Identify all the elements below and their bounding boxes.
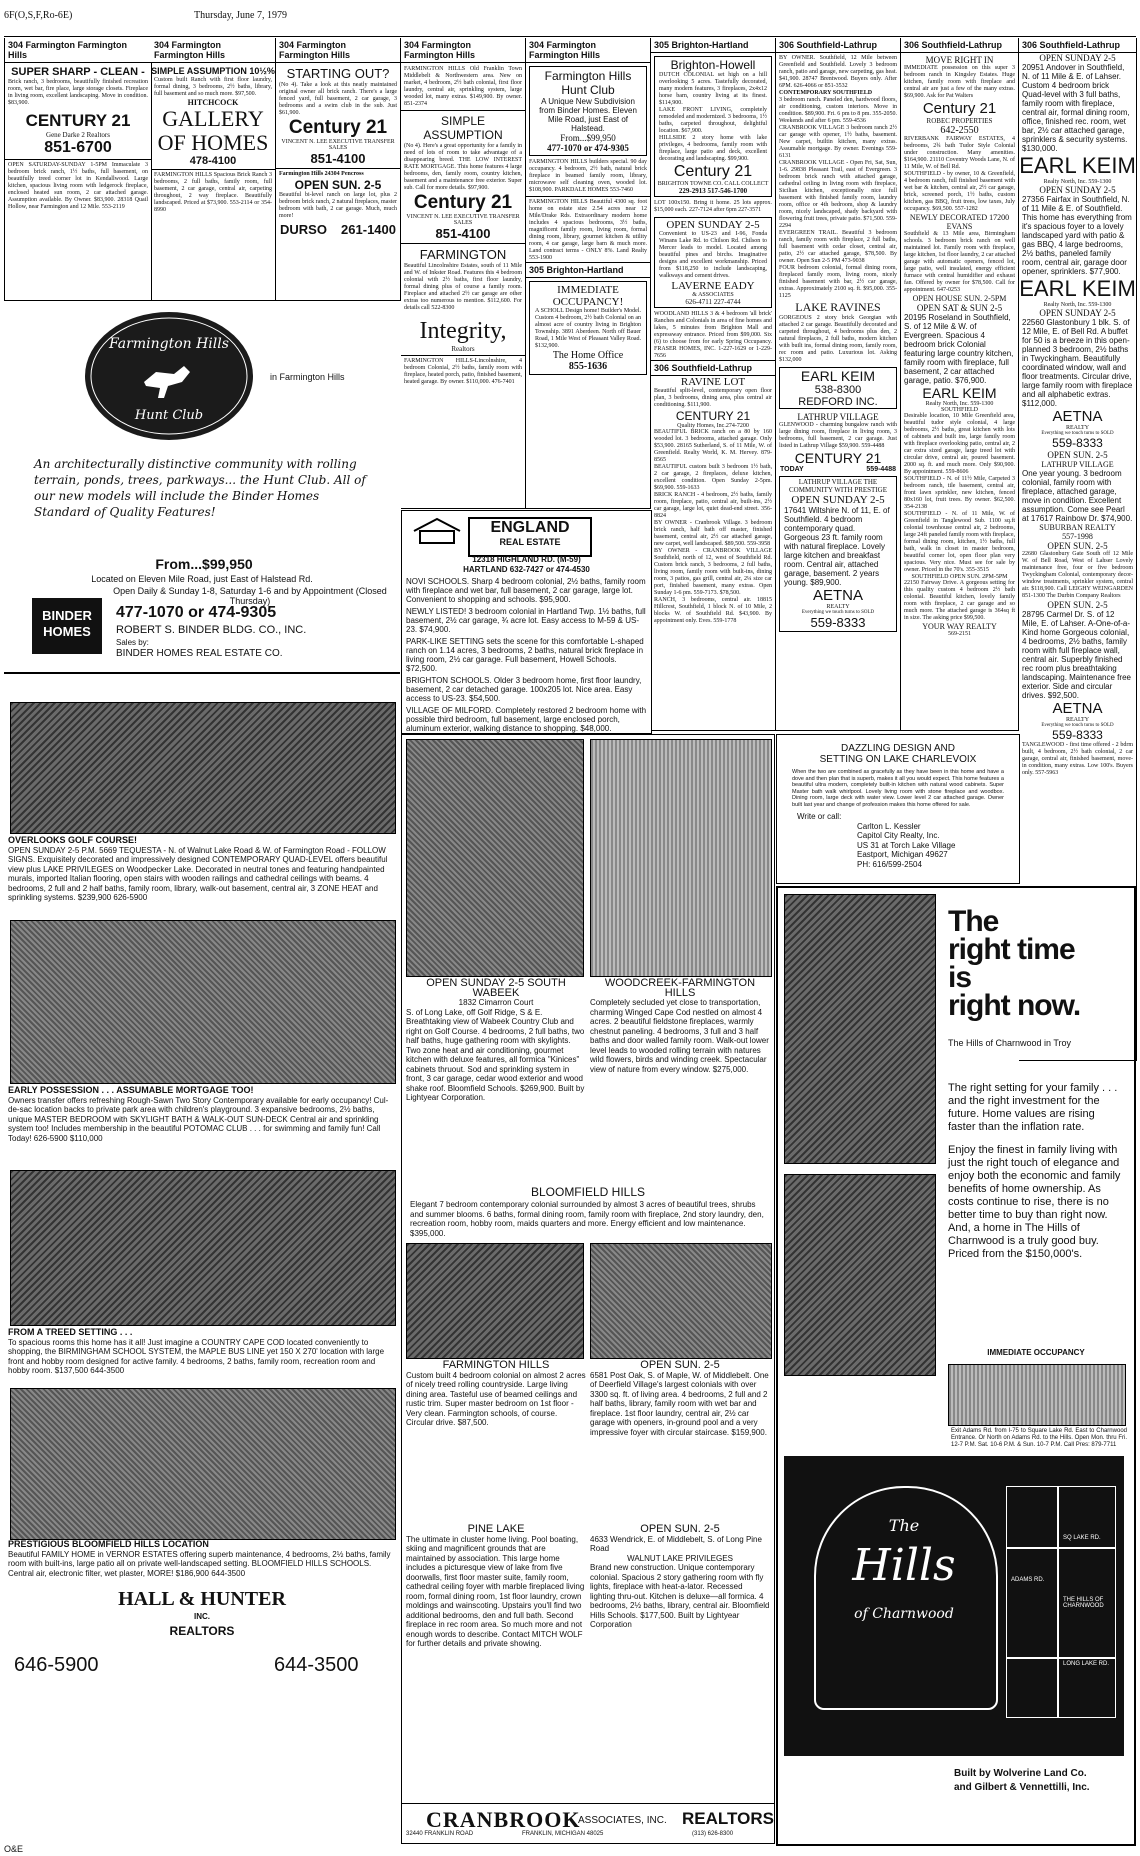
- phone-2: 644-3500: [274, 1654, 359, 1676]
- ad-title: Brighton-Howell: [670, 58, 756, 72]
- city: FRANKLIN, MICHIGAN 48025: [522, 1831, 604, 1837]
- ad-text-7: GORGEOUS 2 story brick Georgian with attached 2 car garage. Beautifully decorated and carpeted throughout, 4 bedrooms plus den, 2 natural fireplaces, 2 full baths, modern kitchen with built ins, formal dining room, family room, rec room and patio. Luxurious lot. Asking $132,000: [779, 315, 897, 363]
- agent-name: HITCHCOCK: [187, 98, 239, 107]
- address: 32440 FRANKLIN ROAD: [406, 1831, 474, 1837]
- broker-phone-2: 626-4711 227-4744: [685, 298, 741, 306]
- listing-photo-1: [406, 739, 584, 977]
- agent-name-5: REALTY: [1065, 717, 1090, 723]
- ad-text-3: CRANBROOK VILLAGE 3 bedroom ranch 2½ car garage with opener, 1½ baths, basement. New carpet, builtin kitchen, many extras. Assumable mortgage. By owner. Evenings 559-6131: [779, 125, 897, 159]
- ad-subtitle: Farmington Hills 24304 Pencross: [279, 171, 364, 177]
- listing-2-title: EARLY POSSESSION . . . ASSUMABLE MORTGAGE TOO!: [8, 1085, 254, 1095]
- logo-top: Farmington Hills: [109, 336, 229, 352]
- ad-text-5: EVERGREEN TRAIL. Beautiful 3 bedroom ranch, family room with fireplace, 2 full baths, full basement with cedar closet, central air, patio, 2½ car attached garage, $78,500. By owner. Open Sun 2-5 PM 473-9038: [779, 230, 897, 264]
- column-header: 304 Farmington Farmington Hills: [276, 38, 400, 63]
- map-label-sq: SQ LAKE RD.: [1063, 1535, 1101, 1541]
- listing-photo-4: [10, 1388, 396, 1540]
- location-side: in Farmington Hills: [270, 372, 345, 382]
- ad-title: SIMPLE ASSUMPTION: [423, 114, 503, 142]
- ad-price: From...$99,950: [560, 133, 616, 143]
- broker-phone: 538-8300: [814, 384, 862, 396]
- logo-hills: Hills: [852, 1540, 956, 1591]
- ad-title-4: LATHRUP VILLAGE THE COMMUNITY WITH PRESTIGE: [789, 478, 887, 494]
- ad-text-2: FARMINGTON HILLS Spacious Brick Ranch 3 bedrooms, 2 full baths, family room, full basement, 2 car garage, central air, carpeting throughout, 2 way fireplace. Beautifully landscaped. Priced at $73,900. 553-2114 or 354-8990: [154, 172, 272, 213]
- ad-text-2: 27356 Fairfax in Southfield, N. of 11 Mile & E. of Southfield. This home has everything from it's spacious foyer to a lovely landscaped yard with patio & gas BBQ, 4 large bedrooms, 2½ baths, paneled family room, central air, garage door opener, sprinklers. $77,900.: [1022, 195, 1132, 276]
- broker-logo: EARL KEIM: [1019, 153, 1136, 178]
- ad-text-4: FARMINGTON HILLS-Lincolnshire, 4 bedroom Colonial, 2½ baths, family room with fireplace, heated porch, patio, finished basement, heated garage. By owner. $110,000. 476-7401: [404, 358, 522, 385]
- broker-phone: 855-1636: [568, 361, 608, 372]
- ad-text-4: Southfield & 13 Mile area, Birmingham schools. 3 bedroom brick ranch on well maintained lot. Family room with fireplace, large kitchen, 1st floor laundry, 2 car attached garage with automatic openers, fenced lot, large patio, well insulated, energy efficient furnace with central humidifier and exhaust fan. Offered by owner for $78,500. Call for appointment. 647-0253: [904, 231, 1015, 293]
- ad-text-8: BEAUTIFUL BRICK ranch on a 80 by 160 wooded lot. 3 bedrooms, attached garage. Only $53,900. 28165 Sutherland, S. of 11 Mile, W. of Greenfield. Realty World, K. M. Hervey. 879-8565: [654, 429, 772, 463]
- ad-text-4: LOT 100x150. Bring it home. 25 lots approx. $15,000 each. 227-7124 after 6pm 227-3571: [654, 200, 772, 213]
- builder-2: and Gilbert & Vennettilli, Inc.: [954, 1782, 1090, 1793]
- ad-phone: 477-1070 or 474-9305: [547, 143, 629, 153]
- column-header: 306 Southfield-Lathrup: [1019, 38, 1136, 53]
- phone: (313) 626-8300: [692, 1831, 734, 1837]
- broker-logo-5: AETNA: [1052, 700, 1103, 717]
- map-label-hills: THE HILLS OF CHARNWOOD: [1063, 1597, 1104, 1609]
- broker-phone-5: 559-8333: [1052, 728, 1103, 742]
- column-header: 304 Farmington Farmington Hills: [151, 38, 275, 63]
- ad-title: STARTING OUT?: [286, 66, 390, 81]
- script-tagline: An architecturally distinctive community with rolling terrain, ponds, trees, parkways... the Hunt Club. All of our new models will include the Binder Homes Standard of Quality Features!: [34, 457, 366, 519]
- broker-logo-2: CENTURY 21: [794, 450, 882, 466]
- england-logo: ENGLAND: [490, 519, 570, 536]
- column-c6: [651, 38, 776, 731]
- sales-by: Sales by:: [116, 638, 149, 647]
- contact-address: US 31 at Torch Lake Village: [857, 840, 956, 850]
- rendering-photo: [948, 1364, 1126, 1426]
- paragraph-2: Enjoy the finest in family living with just the right touch of elegance and enjoy both the economic and family benefits of home ownership. As costs continue to rise, there is no better time to buy than right now. And, a home in The Hills of Charnwood is a truly good buy. Priced from the $150,000's.: [948, 1144, 1121, 1260]
- map-label-adams: ADAMS RD.: [1011, 1577, 1045, 1583]
- garden-photo: [784, 1174, 936, 1376]
- ad-text-2: RIVERBANK FAIRWAY ESTATES, 4 bedrooms, 2¾ bath Tudor Style Colonial under construction. Many amenities. $164,900. 21110 Coventry Woods Lane, N. of 11 Mile, W. of Bell Rd.: [904, 136, 1015, 170]
- ad-text-7: TANGLEWOOD - first time offered - 2 bdrm built, 4 bedroom, 2½ bath colonial, 2 car garage, central air, finished basement, move-in condition, many extras. Low 100's. Buyers only. 557-5963: [1022, 742, 1133, 776]
- england-ad: [401, 510, 652, 734]
- logo-panel: [784, 1456, 1124, 1756]
- listing-4-text: Custom built 4 bedroom colonial on almost 2 acres of nicely treed rolling countryside. Large living dining area. Tasteful use of beamed ceilings and rustic trim. Super master bedroom on 1st floor - Very clean. Farmington schools, of course. Circular drive. $87,500.: [406, 1370, 586, 1427]
- ad-text-3: Beautiful Lincolnshire Estates, south of 11 Mile and W. of Inkster Road. Features this 4 bedroom colonial with 2½ baths, first floor laundry, formal dining plus of course a family room. Fireplace and attached 2½ car garage are other extras too numerous to mention. $112,600. For details call 522-8300: [404, 263, 522, 311]
- listing-3: PARK-LIKE SETTING sets the scene for this comfortable L-shaped ranch on 1.14 acres, 3 bedrooms, 2 baths, natural brick fireplace in living room, 2½ car garage. Full basement, Howell Schools. $72,500.: [406, 637, 644, 673]
- headline-3: is: [948, 961, 972, 994]
- listing-1: NOVI SCHOOLS. Sharp 4 bedroom colonial, 2½ baths, family room with fireplace and wet bar, full basement, 2 car garage, large lot. Convenient to shopping and schools. $95,900.: [406, 577, 646, 604]
- ad-title: CONTEMPORARY SOUTHFIELD: [779, 90, 873, 96]
- agent-name-2: & ASSOCIATES: [692, 292, 734, 298]
- ad-text-5: Convenient to US-23 and I-96, Fonda Winans Lake Rd. to Chilson Rd. Chilson to Mercer leads to model. Located among beautiful pines and birchs. Imaginative designs and excellent workmanship. Priced from $118,250 to include landscaping, walkways and cement drives.: [659, 231, 767, 279]
- price: From...$99,950: [155, 556, 253, 572]
- logo-charnwood: of Charnwood: [854, 1606, 954, 1622]
- broker-phone: 851-4100: [310, 151, 366, 166]
- ad-text: BY OWNER. Southfield, 12 Mile between Greenfield and Southfield. Lovely 3 bedroom ranch, patio and garage, new carpeting, gas heat. $41,900. 28747 Brentwood. Buyers only. After 6PM. 626-4066 or 851-3532: [779, 55, 897, 89]
- listing-photo-4: [590, 1243, 772, 1359]
- column-c1: [4, 38, 152, 301]
- ad-text-11: BY OWNER - Cranbrook Village. 3 bedroom brick ranch, half bath off master, finished basement, central air, 2½ car attached garage, new carpet, well landscaped. $89,500. 559-3958: [654, 520, 772, 547]
- listing-2: NEWLY LISTED! 3 bedroom colonial in Hartland Twp. 1½ baths, full basement, 2½ car garage, ¾ acre lot. Easy access to M-59 & US-23. $74,900.: [406, 607, 646, 634]
- column-c8: [901, 38, 1019, 731]
- logo-the: The: [888, 1516, 920, 1535]
- ad-text-12: BY OWNER - CRANBROOK VILLAGE Southfield, north of 12, west of Southfield Rd. Custom brick ranch, 3 bedrooms, 2 full baths, living room, family room with built-ins, dining room, 3 patios, gas grill, central air, 2¼ size car port, finished basement, many extras. Open Sunday 1-6 pm. 559-7173. $78,500.: [654, 548, 772, 596]
- ad-text-2: LAKE FRONT LIVING, completely remodeled and modernized. 3 bedrooms, 1½ baths, carpeted throughout, delightful location. $67,900.: [659, 107, 767, 134]
- open-house: OPEN SUN. 2-5: [294, 178, 382, 192]
- open-house: OPEN SUNDAY 2-5: [1039, 53, 1116, 63]
- agent-name-3: Quality Homes, Inc.274-7200: [677, 423, 749, 429]
- ad-title-3: SOUTHFIELD: [941, 407, 978, 413]
- ad-title-3: RAVINE LOT: [680, 376, 746, 388]
- ad-title-2: SETTING ON LAKE CHARLEVOIX: [819, 754, 977, 765]
- listing-photo-3: [10, 1170, 396, 1326]
- listing-photo-1: [10, 702, 396, 834]
- ad-text: Brick ranch, 3 bedrooms, beautifully finished recreation room, wet bar, fire place, large storage closets. Fireplace in living room, excellent landscaping. Move in condition. $83,900.: [8, 79, 148, 106]
- cranbrook-logo-3: REALTORS: [682, 1809, 774, 1828]
- column-header: 306 Southfield-Lathrup: [776, 38, 900, 53]
- listing-7-sub: 4633 Wendrick, E. of Middlebelt, S. of Long Pine Road: [590, 1534, 762, 1553]
- listing-3-title: FROM A TREED SETTING . . .: [8, 1327, 133, 1337]
- agent-name: Gene Darke 2 Realtors: [46, 131, 110, 139]
- page-date: Thursday, June 7, 1979: [194, 10, 287, 21]
- section-header: 306 Southfield-Lathrup: [651, 360, 775, 376]
- phone: 477-1070 or 474-9305: [116, 604, 277, 621]
- headline-1: The: [948, 905, 999, 938]
- ad-text: 20951 Andover in Southfield, N. of 11 Mile & E. of Lahser. Custom 4 bedroom brick Quad-level with 3 full baths, family room with fireplace, central air, formal dining room, office, finished rec. room, wet bar, 2½ car attached garage, sprinklers & security systems. $130,000.: [1022, 63, 1130, 153]
- listing-7-sub-2: WALNUT LAKE PRIVILEGES: [627, 1553, 733, 1563]
- broker-phone: 229-2913 517-546-1700: [678, 187, 748, 195]
- contact-city: Eastport, Michigan 49627: [857, 850, 948, 859]
- ad-text-6: 28795 Carmel Dr. S. of 12 Mile, E. of Lahser. A-One-of-a-Kind home Gorgeous colonial, 4 bedrooms, 2½ baths, family room with full fireplace wall, central air. Superbly finished rec room plus breathtaking landscaping. Maintenance free exterior. Side and circular drives. $92,500.: [1022, 610, 1131, 700]
- england-sub: REAL ESTATE: [499, 537, 561, 547]
- column-header: 305 Brighton-Hartland: [651, 38, 775, 53]
- agent-name: VINCENT N. LEE EXECUTIVE TRANSFER SALES: [406, 214, 520, 226]
- map-label-long: LONG LAKE RD.: [1063, 1661, 1110, 1667]
- subhead: The Hills of Charnwood in Troy: [948, 1038, 1072, 1048]
- broker-logo-2: EARL KEIM: [922, 385, 997, 401]
- open-house: OPEN HOUSE SUN. 2-5PM: [912, 294, 1007, 303]
- ad-title: SUPER SHARP - CLEAN -: [11, 66, 145, 78]
- column-c7: [776, 38, 901, 731]
- ad-text: Custom built Ranch with first floor laundry, formal dining, 3 bedrooms, 2½ baths, library, full basement and so much more. $97,500.: [154, 77, 272, 97]
- broker-logo-3: YOUR WAY REALTY: [922, 622, 997, 631]
- ad-text-13: RANCH, 3 bedrooms, central air. 18815 Hillcrest, Southfield, 1 block N. of 10 Mile, 2 blocks W. of Southfield Rd. $43,900. By appointment only. Eves. 559-1778: [654, 597, 772, 624]
- agent-name: VINCENT N. LEE EXECUTIVE TRANSFER SALES: [281, 139, 395, 151]
- listing-photo-3: [406, 1243, 584, 1359]
- column-header: 304 Farmington Farmington Hills: [526, 38, 650, 63]
- listing-5: VILLAGE OF MILFORD. Completely restored 2 bedroom home with possible third bedroom, full basement, large enclosed porch, aluminum exterior, walking distance to shopping. $48,000.: [406, 706, 647, 733]
- agent-name: Realty North, Inc. 559-1300: [1043, 179, 1112, 185]
- ad-text-3: 22560 Glastonbury 1 blk. S. of 12 Mile, E. of Bell Rd. A buffet for 50 is a breeze in this open-planned 3 bedroom, 2½ baths in Twyckingham. Beautifully coordinated window, wall and floor treatments. Circular drive, large family room with fireplace and all alphabetic extras. $112,000.: [1022, 318, 1133, 408]
- broker-phone: 851-6700: [44, 139, 112, 156]
- listing-5-title: OPEN SUN. 2-5: [640, 1359, 720, 1371]
- top-rule: [4, 36, 1136, 37]
- broker-logo-3: CENTURY 21: [675, 409, 751, 423]
- write-label: Write or call:: [797, 812, 842, 821]
- ad-text: (No 4). Take a look at this neatly maintained original owner all brick ranch. There's a large fenced yard, full basement, 2 car garage, 3 bedrooms and a swim club in the sub. Just $61,900.: [279, 82, 397, 116]
- broker-phone: 642-2550: [940, 125, 979, 136]
- agent-name-2: Realty North, Inc. 559-1300: [925, 401, 994, 407]
- broker-logo-2: EARL KEIM: [1019, 276, 1136, 301]
- tagline-2: Everything we touch turns to SOLD: [1041, 723, 1114, 728]
- headline-2: right time: [948, 933, 1075, 966]
- agent-name-2: TODAY: [780, 466, 804, 473]
- ad-title: DAZZLING DESIGN AND: [841, 743, 955, 754]
- tagline: Everything we touch turns to SOLD: [1041, 431, 1114, 436]
- listing-2-text: Owners transfer offers refreshing Rough-Sawn Two Story Contemporary available for early occupancy! Cul-de-sac location backs to private park area with children's playground. 3 expansive bedrooms, 2½ baths, unique MASTER BEDROOM with SKYLIGHT BATH & WALK-OUT SUN-DECK Central air and sprinkling system too! Includes membership in the beautiful POTOMAC CLUB . . . for swimming and family fun! Call Today! 626-5900 $110,000: [8, 1095, 389, 1143]
- ad-text-9: BEAUTIFUL custom built 3 bedroom 1½ bath, 2 car garage, 2 fireplaces, deluxe kitchen, excellent condition. Open Sunday 2-5pm. $69,900. 559-1633: [654, 464, 772, 491]
- ad-text-9: 22150 Fairway Drive. A gorgeous setting for this quality custom 4 bedroom 2½ bath colonial. Beautiful kitchen, lovely family room with fireplace, 2 car garage and so much more. The attached garage is 364sq ft in size. The asking price $99,500.: [904, 580, 1015, 621]
- ad-text-2: 3 bedroom ranch. Paneled den, hardwood floors, air conditioning, custom interiors. Move in condition. $89,900. Fri. 6 pm to 8 pm. 355-2050. Weekends and after 6 pm. 559-4536: [779, 97, 897, 124]
- open-house-6: OPEN SUN. 2-5: [1047, 600, 1108, 610]
- broker-logo-3: AETNA: [812, 587, 863, 604]
- ad-text-5: 22680 Glastonbury Gate South off 12 Mile W. of Bell Road, West of Lahser Lovely maintenance free, four or five bedroom Twyckingham Colonial, contemporary decor-window treatments, sprinkler system, central air. $118,900. Call LEIGHY WEINGARDEN 851-1300 The Durbin Company Realtors: [1022, 551, 1133, 599]
- ad-title-4: SOUTHFIELD OPEN SUN. 2PM-5PM: [911, 574, 1008, 580]
- column-header: 306 Southfield-Lathrup: [901, 38, 1018, 53]
- broker-logo-2: DURSO: [280, 222, 327, 237]
- listing-5-text: 6581 Post Oak, S. of Maple, W. of Middlebelt. One of Deerfield Village's largest colonials with over 3300 sq. ft. of living area. 4 bedrooms, 2 full and 2 half baths, library, family room with wet bar and fireplace. 1st floor laundry, central air, 2½ car garage with openers, in-ground pool and a very impressive foyer with circular staircase. $159,900.: [590, 1370, 769, 1437]
- ad-text-8: GLENWOOD - charming bungalow ranch with large dining room, fireplace in living room, 3 bedrooms, full basement, 2 car garage. Just listed in Lathrup Village $59,900. 559-4488: [779, 422, 897, 449]
- open-house: OPEN SUNDAY 2-5: [666, 219, 760, 231]
- column-c5: [526, 38, 651, 509]
- paragraph-1: The right setting for your family . . . and the right investment for the future. Home values are rising faster than the inflation rate.: [948, 1082, 1118, 1133]
- ad-text-7: Beautiful split-level, contemporary open floor plan, 3 bedrooms, dining area, plus central air conditioning. $111,900.: [654, 388, 772, 408]
- ad-text-5: 20195 Roseland in Southfield, S. of 12 Mile & W. of Evergreen. Spacious 4 bedroom brick Colonial featuring large country kitchen, family room with fireplace, full basement, 2 car attached garage, patio. $76,900.: [904, 313, 1014, 385]
- listing-1-sub: 1832 Cimarron Court: [458, 998, 534, 1007]
- listing-4-title: FARMINGTON HILLS: [442, 1359, 550, 1371]
- builder-1: Built by Wolverine Land Co.: [954, 1768, 1087, 1779]
- ad-text-2: Beautiful bi-level ranch on large lot, plus 2 bedroom brick ranch, 2 natural fireplaces, master bedroom with bath, 2 car garage. Much, much more!: [279, 192, 397, 219]
- listing-4-title: PRESTIGIOUS BLOOMFIELD HILLS LOCATION: [8, 1539, 209, 1549]
- logo-bottom: Hunt Club: [134, 408, 204, 423]
- directions: Exit Adams Rd. from I-75 to Square Lake Rd. East to Charnwood Entrance. Or North on Adams Rd. to the Hills. Open Mon. thru Fri. 12-7 P.M. Sat. 10-6 P.M. & Sun. 10-7 P.M. Call Pres: 879-7711: [951, 1428, 1127, 1448]
- listing-6-title: PINE LAKE: [467, 1523, 525, 1535]
- family-photo: [784, 894, 936, 1164]
- phones: HARTLAND 632-7427 or 474-4530: [463, 565, 590, 574]
- broker-logo-2: LAVERNE EADY: [671, 280, 755, 292]
- ad-text-2: (No 4). Here's a great opportunity for a family in need of lots of room to take advantage of a disappearing breed. THE LOW INTEREST RATE MORTGAGE. This home features 4 large bedrooms, den, family room, country kitchen, basement and a maintenance free exterior. Super sub. Call for more details. $97,900.: [404, 143, 522, 191]
- hours: Open Daily & Sunday 1-8, Saturday 1-6 and by Appointment (Closed Thursday): [113, 586, 387, 606]
- listing-1-text: S. of Long Lake, off Golf Ridge, S & E. Breathtaking view of Wabeek Country Club and right on Golf Course. 4 bedrooms, 2 full baths, two half baths, huge gathering room with skylights. Two zone heat and air conditioning, gourmet kitchen with deluxe features, all formica "Kinices" cabinets thruout. Sod and sprinkling system in front, 3 car garage, cedar wood exterior and wood shake roof. Bloomfield Schools. $269,900. Built by Lightyear Corporation.: [406, 1007, 585, 1102]
- open-house-3: OPEN SUNDAY 2-5: [1039, 308, 1116, 318]
- ad-title: MOVE RIGHT IN: [925, 55, 994, 65]
- broker-phone-3: 559-8333: [1052, 436, 1103, 450]
- broker-logo: Century 21: [413, 192, 513, 213]
- phone-1: 646-5900: [14, 1654, 99, 1676]
- listing-1-title: OVERLOOKS GOLF COURSE!: [8, 835, 138, 845]
- page-code: 6F(O,S,F,Ro-6E): [4, 10, 73, 21]
- ad-text-10: BRICK RANCH - 4 bedroom, 2½ baths, family room, fireplace, patio, central air, built-ins, 2½ car garage, large lot, quiet dead-end street. 356-8824: [654, 492, 772, 519]
- hall-inc: INC.: [194, 1612, 210, 1621]
- ad-text-8: SOUTHFIELD - N. of 11 Mile, W. of Greenfield in Tanglewood Sub. 1100 sq.ft colonial townhouse central air, 2 bedrooms, large 24ft paneled family room with fireplace, formal dining room, kitchen, 1½ baths, full bath, walk in closet in master bedroom, beautiful corner lot, open floor plan very spacious. Very nice. Must see for sale by owner. Priced in the 70's. 355-3515: [904, 511, 1015, 573]
- broker-logo-4: SUBURBAN REALTY: [1039, 523, 1116, 532]
- hall-logo: HALL & HUNTER: [118, 1588, 286, 1610]
- agent-name-3: REALTY: [826, 604, 850, 610]
- open-house: OPEN SUNDAY 2-5: [791, 494, 885, 506]
- hall-hunter-ad: [4, 702, 400, 1842]
- section-header: 305 Brighton-Hartland: [526, 262, 650, 278]
- footer-code: O&E: [4, 1844, 24, 1854]
- listing-3-text: To spacious rooms this home has it all! Just imagine a COUNTRY CAPE COD located conveniently to shopping, the BIRMINGHAM SCHOOL SYSTEM, the MAPLE BUS LINE yet 150 X 270' location with large front and hobby room designed for active family. 4 bedrooms, 2 baths, family room, recreation room and hobby room. $137,500 644-3500: [8, 1337, 385, 1375]
- ad-text-6: FOUR bedroom colonial, formal dining room, fireplaced family room, living room, nicely finished basement with bar, 2½ car garage, extras. Approximately 2100 sq. ft. $95,000. 355-1125: [779, 265, 897, 299]
- ad-text-3: FARMINGTON HILLS Beautiful 4300 sq. foot home on estate size 2.54 acres near 12 Mile/Drake Rds. Extraordinary modern home includes 4 spacious bedrooms, 3½ baths, magnificent family room, living room, formal dining room, library, gourmet kitchen & utility room, 4 car garage, large barn & much more. Land contract terms - ONLY 8%. Land Realty 553-1900: [529, 199, 647, 261]
- ad-text-9: 17641 Wiltshire N. of 11, E. of Southfield. 4 bedroom contemporary quad. Gorgeous 23 ft. family room with natural fireplace. Lovely large kitchen and breakfast room. Central air, attached garage, basement. 2 years young. $89,900.: [784, 506, 890, 587]
- ad-text-4: A SCHOLL Design home! Builder's Model. Custom 4 bedroom, 2½ bath Colonial on an almost acre of country living in Brighton Township. 3891 Aberdeen. North off Bauer Road, 1 Mile West of Pleasant Valley Road. $132,900.: [535, 308, 641, 349]
- listing-1-title: OPEN SUNDAY 2-5 SOUTH WABEEK: [426, 977, 566, 999]
- ad-text-3: SOUTHFIELD - by owner, 10 & Greenfield, 4 bedroom ranch, full finished basement with wet bar & kitchen, central air, 2½ car garage, brick, screened porch, 1½ baths, custom kitchen, gas BBQ, fruit trees, low taxes, July occupancy. $69,500. 557-1282: [904, 171, 1015, 212]
- broker-logo: Century 21: [922, 100, 997, 117]
- ad-text-6: WOODLAND HILLS 3 & 4 bedroom 'all brick' Ranches and Colonials in area of fine homes and lakes, 5 minutes from Brighton Mall and expressway entrance. Priced from $99,000. Six (6) to choose from for early Spring Occupancy. FRASER HOMES, INC. 1-227-1629 or 1-229-7656: [654, 311, 772, 359]
- contact-name: Carlton L. Kessler: [857, 821, 921, 831]
- ad-text-7: SOUTHFIELD - N. of 11½ Mile, Carpeted 3 bedroom ranch, tile basement, central air, front lawn sprinkler, new kitchen, fenced 80x160 lot, fruit trees. By owner. $62,500. 354-2138: [904, 476, 1015, 510]
- ad-text: FARMINGTON HILLS Old Franklin Town Middlebelt & Northwestern area. New on market, 4 bedroom, 2½ bath colonial, first floor laundry, central air, sprinkling system, large wooded lot, many extras. $149,900. By owner. 851-2374: [404, 66, 522, 107]
- ad-text: When the two are combined as gracefully as they have been in this home and have a dove and then plan that is superb, makes it all you would expect. This home features a beautiful ultra modern, completely built-in kitchen with natural wood cabinets. Super Master bath walk whirlpool. Lovely living room with stone fireplace and woodbox. Dining room, large deck with water view. Lower level 2 car attached garage. Owner built last year and change of profession makes this home offered for sale.: [792, 769, 1004, 808]
- cranbrook-logo-2: ASSOCIATES, INC.: [578, 1815, 667, 1826]
- cranbrook-ad: [401, 734, 775, 1844]
- listing-photo-2: [10, 920, 396, 1084]
- broker-logo-3: AETNA: [1052, 408, 1103, 425]
- broker-logo: Century 21: [673, 163, 753, 180]
- ad-title-3: IMMEDIATE OCCUPANCY!: [552, 284, 624, 308]
- listing-3-title: BLOOMFIELD HILLS: [530, 1185, 646, 1199]
- agent-name-2: Realtors: [451, 345, 475, 353]
- broker-logo: GALLERY OF HOMES: [157, 106, 269, 155]
- broker-phone-2: 559-4488: [866, 466, 896, 473]
- listing-4: BRIGHTON SCHOOLS. Older 3 bedroom home, first floor laundry, basement, 2 car detached garage. 100x205 lot. Nice area. Easy access to US-23. $54,500.: [406, 676, 642, 703]
- ad-text-4: CRANBROOK VILLAGE - Open Fri, Sat, Sun, 1-6. 29838 Pleasant Trail, east of Evergreen. 3 bedroom brick ranch with attached garage, cathedral ceiling in living room with fireplace, Sicilian kitchen, exceptionally nice full basement with finished family room, laundry room, office or 4th bedroom, shop & laundry room, nicely landscaped, shady backyard with flowering fruit trees, private patio. $71,500. 559-2294: [779, 160, 897, 229]
- ad-title-2: FARMINGTON: [419, 247, 507, 262]
- ad-title-2: NEWLY DECORATED 17200 EVANS: [909, 213, 1010, 231]
- ad-text-6: Desirable location, 10 Mile Greenfield area, beautiful tudor style colonial, 4 large bedrooms, 2½ baths, great kitchen with lots of cabinets and built ins, large family room with fireplace overlooking patio, central air, 2 car extra sized garage, large treed lot with circular drive, central air, poured basement. 2000 sq. ft. and much more. Only $90,900. By appointment. 559-8606: [904, 413, 1015, 475]
- broker-logo: EARL KEIM: [800, 368, 876, 384]
- agent-name: BRIGHTON TOWNE CO. CALL COLLECT: [657, 181, 769, 187]
- column-c4: [401, 38, 526, 509]
- binder-logo: BINDER HOMES: [32, 598, 102, 654]
- listing-6-text: The ultimate in cluster home living. Pool boating, skiing and magnificent grounds that are maintained by association. This large home includes a picturesque view of lake from five doorwalls, first floor master suite, family room, cathedral ceiling foyer with marble fireplaced living room, formal dining room, 1st floor laundry, crown moldings and wainscoting. Upstairs you'll find two additional bedrooms, den and full bath. Second fireplace in rec room area. So much more and not enough words to describe. Contact MITCH WOLF for further details and private showing.: [406, 1534, 585, 1648]
- column-c2: [151, 38, 276, 301]
- listing-7-title: OPEN SUN. 2-5: [640, 1523, 720, 1535]
- ad-title: SIMPLE ASSUMPTION 10½%: [151, 66, 275, 76]
- agent-name: REDFORD INC.: [798, 396, 878, 408]
- ad-text-2: FARMINGTON HILLS builders special. 90 day occupancy. 4 bedroom, 2½ bath, natural brick fireplace in beamed family room, library, microwave self cleaning oven, wooded lot. $108,900. PARKDALE HOMES 553-7460: [529, 159, 647, 193]
- column-header: 304 Farmington Farmington Hills: [5, 38, 151, 63]
- charnwood-ad: [776, 886, 1136, 1846]
- column-c3: [276, 38, 401, 301]
- house-icon: [412, 517, 462, 545]
- listing-2-text: Completely secluded yet close to transportation, charming Winged Cape Cod nestled on almost 4 acres. 2 beautiful fieldstone fireplaces, warmly chestnut paneling. 4 bedrooms, 3 full and 3 half baths and door walled family room. Walk-out lower level leads to wooded rolling terrain with natures wild flowers, birds and winding creek. Spectacular view of nature from every window. $275,000.: [590, 998, 769, 1074]
- ad-title-2: LAKE RAVINES: [795, 300, 881, 314]
- broker-phone: 478-4100: [189, 155, 237, 167]
- divider: [4, 672, 400, 674]
- listing-7-text: Brand new construction. Unique contemporary colonial. Spacious 2 story gathering room with fly lights, fireplace with heat-a-lator. Recessed lighting thru-out. Kitchen is deluxe—all formica. 4 bedrooms, 2½ baths, library, central air. Bloomfield Hills Schools. $177,500. Built by Lightyear Corporation: [590, 1563, 770, 1629]
- immediate-occupancy: IMMEDIATE OCCUPANCY: [987, 1348, 1085, 1357]
- broker-logo-2: Integrity,: [419, 318, 507, 344]
- headline-4: right now.: [948, 989, 1081, 1022]
- broker-logo: CENTURY 21: [25, 111, 131, 130]
- ad-title: LATHRUP VILLAGE: [1041, 460, 1114, 469]
- map: [1006, 1486, 1116, 1718]
- hall-realtors: REALTORS: [169, 1624, 235, 1638]
- listing-3-text: Elegant 7 bedroom contemporary colonial surrounded by almost 3 acres of beautiful trees, shrubs and summer blooms. 6 baths, formal dining room, family room with fireplace, 2nd story laundry, den, recreation room, hobby room, maids quarters and more. Energy efficient and low maintenance. $395,000.: [410, 1200, 764, 1238]
- agent-name-2: Realty North, Inc. 559-1300: [1043, 302, 1112, 308]
- ad-text: A Unique New Subdivision from Binder Homes. Eleven Mile Road, just East of Halstead.: [539, 97, 637, 133]
- listing-1-text: OPEN SUNDAY 2-5 P.M. 5669 TEQUESTA - N. of Walnut Lake Road & W. of Farmington Road - FOLLOW SIGNS. Exquisitely decorated and impressively designed CONTEMPORARY QUAD-LEVEL offers beautiful view plus LAKE PRIVILEGES on Woodpecker Lake. Decorated in neutral tones and featuring handpainted murals, imported Italian flooring, open stairs with wooden railings and cathedral ceilings with beams. 4 bedrooms, 2 full and 2 half baths, family room, library, walk-out basement, central air, 3 ZONE HEAT and sprinkling systems. $239,900 626-5900: [8, 845, 388, 902]
- company: ROBERT S. BINDER BLDG. CO., INC.: [116, 624, 307, 636]
- open-house-5: OPEN SUN. 2-5: [1047, 541, 1108, 551]
- binder-homes-ad: [4, 306, 400, 698]
- broker-logo: Century 21: [288, 117, 388, 138]
- broker-phone-4: 557-1998: [1062, 532, 1093, 541]
- column-header: 304 Farmington Farmington Hills: [401, 38, 525, 63]
- broker-phone-2: 261-1400: [341, 222, 396, 237]
- contact-company: Capitol City Realty, Inc.: [857, 831, 940, 840]
- listing-4-text: Beautiful FAMILY HOME in VERNOR ESTATES offering superb maintenance, 4 bedrooms, 2½ baths, family room with built-ins, large patio all on private well-landscaped setting. BLOOMFIELD HILLS SCHOOLS. Central air, electronic filter, wet plaster, MORE! $186,900 644-3500: [8, 1549, 391, 1578]
- ad-title-3: LATHRUP VILLAGE: [797, 412, 879, 422]
- broker-logo: The Home Office: [552, 350, 624, 361]
- ad-text-4: One year young. 3 bedroom colonial, family room with fireplace, attached garage, move in condition. Excellent assumption. Come see Pearl at 17617 Rainbow Dr. $74,900.: [1022, 469, 1133, 523]
- agent-name-3: REALTY: [1065, 425, 1090, 431]
- cranbrook-logo: CRANBROOK: [426, 1807, 581, 1832]
- ad-text-2: OPEN SATURDAY-SUNDAY 1-5PM Immaculate 3 bedroom brick ranch, 1½ baths, full basement, on beautifully treed corner lot in Kendallwood. Large kitchen, spacious living room with ledgerock fireplace, enclosed heated sun room, 2 car attached garage. Assumption available. By Owner. $83,900. 28318 Quail Hollow, near Farmington and 12 Mile. 553-2119: [8, 162, 148, 210]
- listing-2-title: WOODCREEK-FARMINGTON HILLS: [604, 977, 756, 999]
- location: Located on Eleven Mile Road, just East of Halstead Rd.: [91, 574, 313, 584]
- broker-phone-3: 559-8333: [810, 615, 866, 630]
- charlevoix-ad: [776, 734, 1020, 884]
- broker-phone: 851-4100: [435, 226, 491, 241]
- broker-phone-3: 569-2151: [948, 631, 971, 637]
- sales-company: BINDER HOMES REAL ESTATE CO.: [116, 648, 283, 659]
- ad-text-3: HILLSIDE 2 story home with lake privileges, 4 bedrooms, family room with fireplace, large patio and deck, excellent decorating and landscaping. $99,900.: [659, 135, 767, 162]
- open-house-2: OPEN SUNDAY 2-5: [1039, 185, 1116, 195]
- open-house-2: OPEN SAT & SUN 2-5: [916, 303, 1003, 313]
- ad-text: DUTCH COLONIAL set high on a hill overlooking 5 acres. Tastefully decorated, many modern features, 3 fireplaces, 2x4x12 horse barn, country living at its finest. $114,900.: [659, 72, 767, 106]
- ad-title: Farmington Hills Hunt Club: [544, 69, 632, 97]
- open-house-4: OPEN SUN. 2-5: [1047, 450, 1108, 460]
- ad-text: IMMEDIATE possession on this super 3 bedroom ranch in Kingsley Estates. Huge kitchen, family room with fireplace and central air are just a few of the many extras. $69,900. Ask for Pat Walters: [904, 65, 1015, 99]
- agent-name: ROBEC PROPERTIES: [926, 117, 993, 125]
- contact-phone: PH: 616/599-2504: [857, 859, 922, 869]
- listing-photo-2: [590, 739, 772, 977]
- tagline: Everything we touch turns to SOLD: [801, 610, 875, 615]
- address: 12318 HIGHLAND RD. (M-59): [472, 555, 581, 564]
- page-header: [4, 6, 1136, 28]
